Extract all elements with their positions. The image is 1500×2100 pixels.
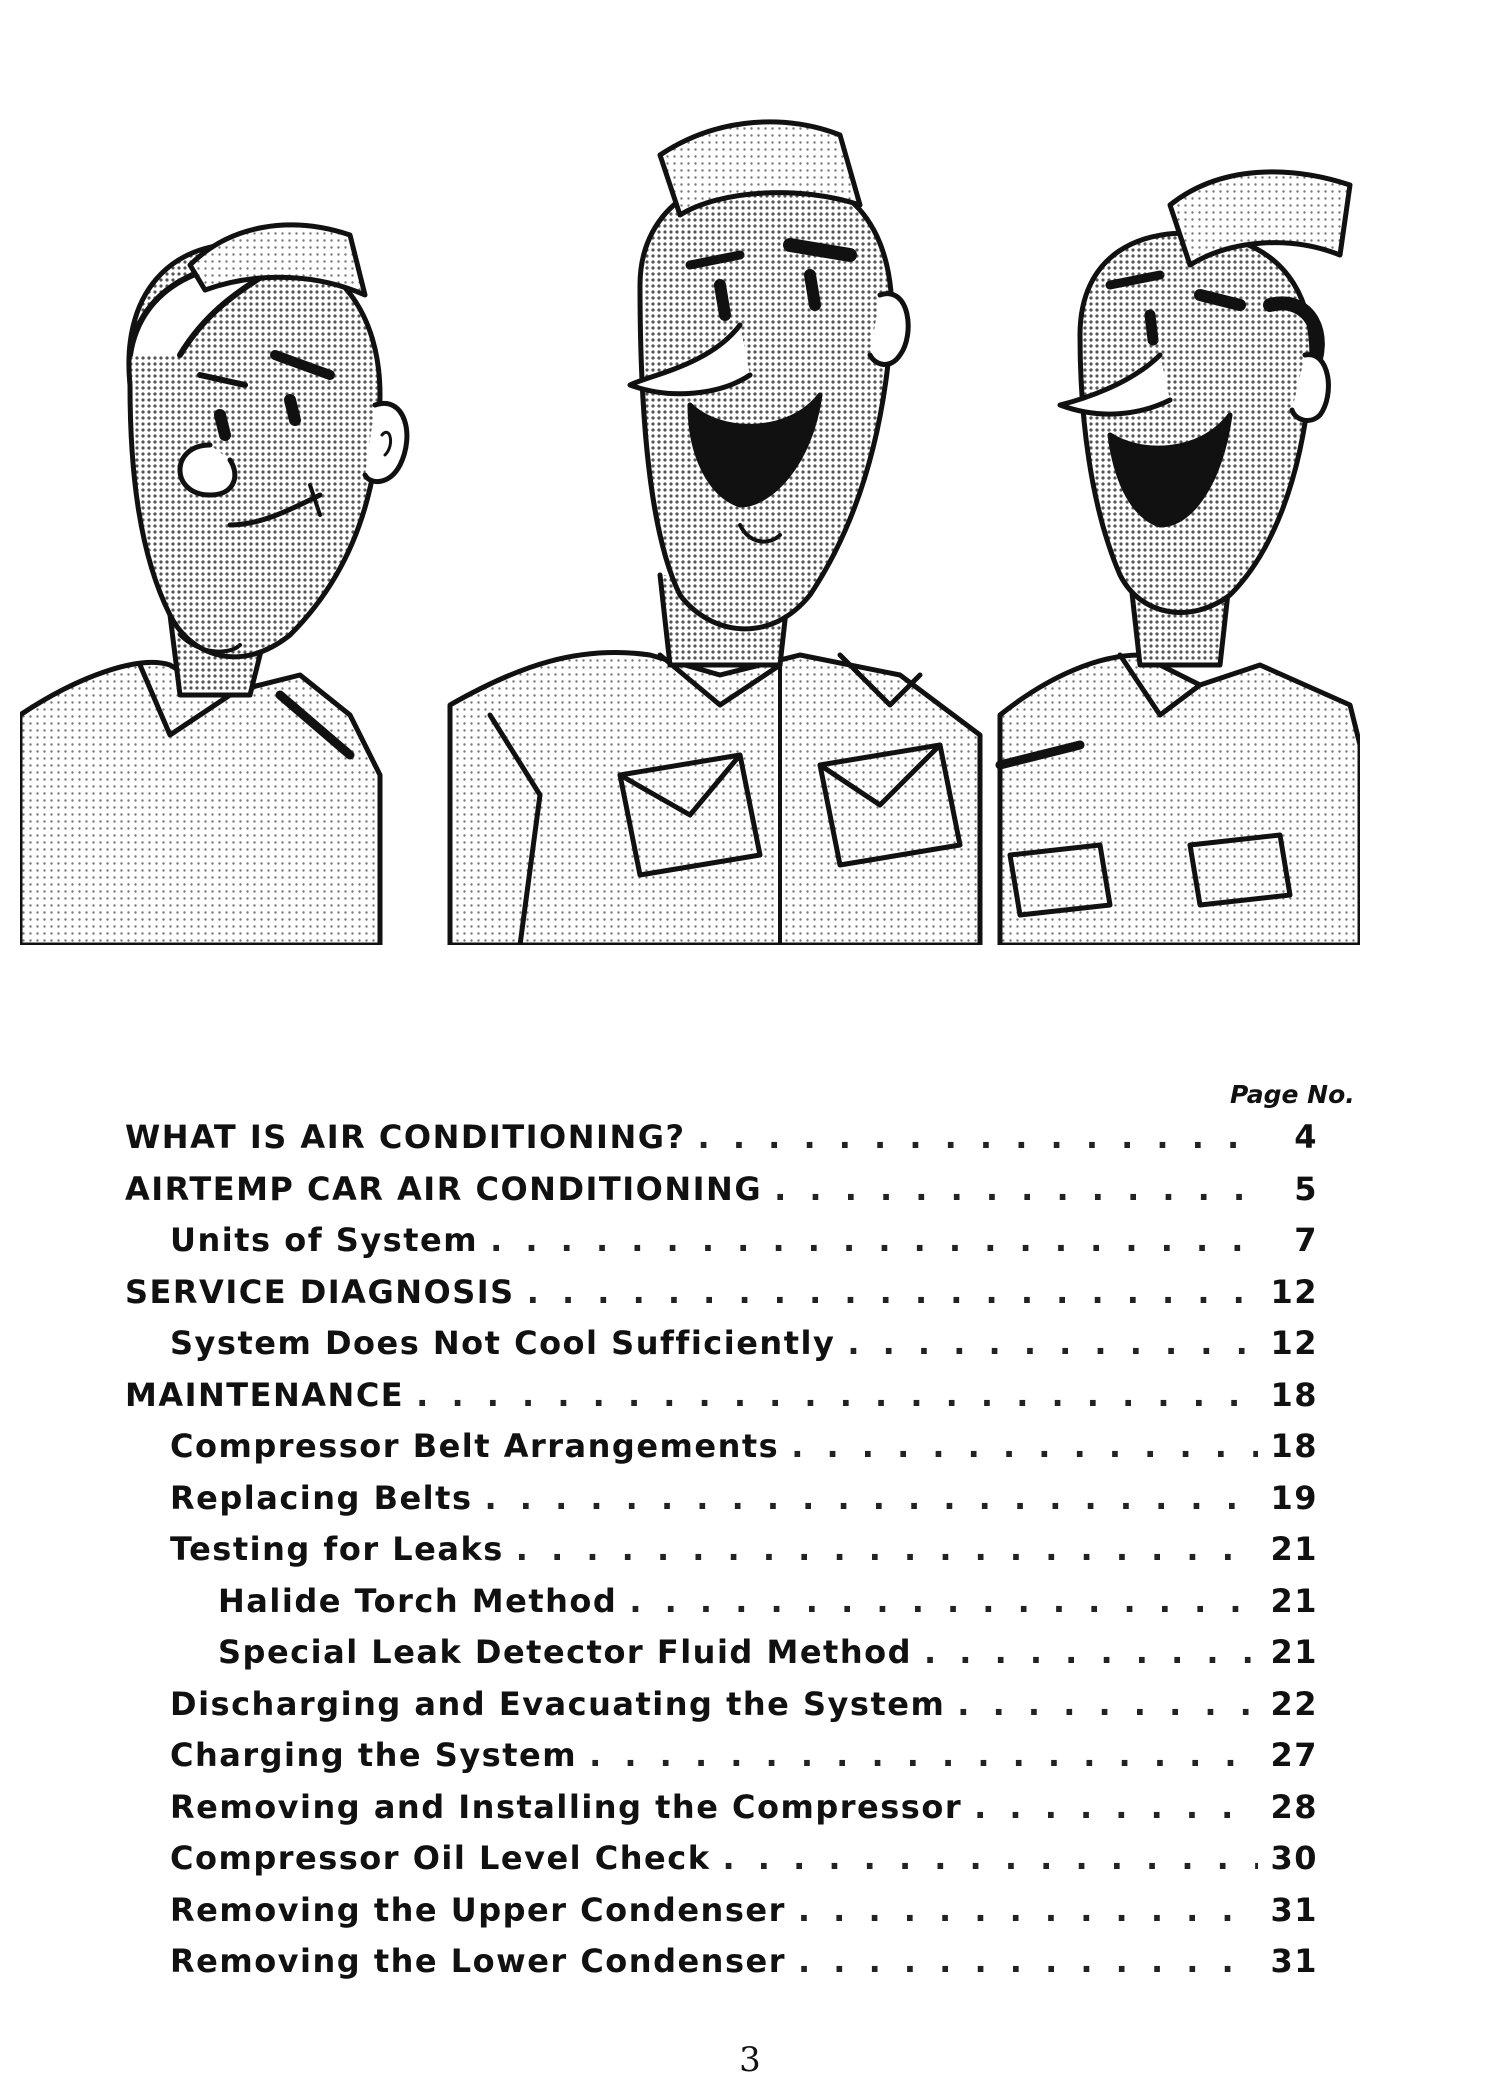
toc-dot-leader (798, 1891, 1258, 1929)
table-of-contents (0, 1070, 1500, 2000)
toc-dot-leader (957, 1685, 1258, 1723)
toc-entry-title: Compressor Belt Arrangements (170, 1427, 780, 1465)
toc-entry-page: 18 (1270, 1375, 1318, 1414)
toc-entry-page: 5 (1294, 1169, 1318, 1208)
toc-dot-leader (847, 1324, 1258, 1362)
toc-dot-leader (416, 1376, 1258, 1414)
toc-entry (170, 1736, 1318, 1776)
toc-dot-leader (774, 1170, 1258, 1208)
toc-entry-page: 31 (1270, 1942, 1318, 1980)
toc-entry-page: 27 (1270, 1736, 1318, 1774)
toc-entry-title: System Does Not Cool Sufficiently (170, 1324, 836, 1362)
toc-dot-leader (722, 1839, 1258, 1877)
toc-entry (125, 1273, 1318, 1313)
toc-entry-page: 21 (1270, 1530, 1318, 1568)
toc-entry (170, 1479, 1318, 1519)
toc-entry-title: Charging the System (170, 1736, 578, 1774)
toc-entry-page: 7 (1294, 1221, 1318, 1259)
toc-entry (170, 1685, 1318, 1725)
toc-dot-leader (484, 1479, 1258, 1517)
toc-entry-title: AIRTEMP CAR AIR CONDITIONING (125, 1169, 763, 1208)
toc-entry-title: SERVICE DIAGNOSIS (125, 1272, 515, 1311)
toc-entry-page: 31 (1270, 1890, 1318, 1929)
toc-entry-title: Replacing Belts (170, 1478, 473, 1517)
toc-entry (170, 1427, 1318, 1467)
page-number: 3 (739, 2040, 761, 2080)
toc-entry (170, 1324, 1318, 1364)
toc-dot-leader (698, 1118, 1258, 1156)
toc-entry-title: MAINTENANCE (125, 1375, 405, 1414)
three-men-illustration (20, 55, 1360, 945)
toc-entry-page: 22 (1270, 1684, 1318, 1723)
toc-entry (218, 1582, 1318, 1622)
toc-entry-page: 12 (1270, 1272, 1318, 1311)
toc-entry (170, 1221, 1318, 1261)
toc-entry (125, 1376, 1318, 1416)
toc-entry-title: Removing and Installing the Compressor (170, 1787, 963, 1826)
toc-entry-title: WHAT IS AIR CONDITIONING? (125, 1118, 686, 1156)
toc-entry-title: Discharging and Evacuating the System (170, 1684, 946, 1723)
toc-entry (125, 1118, 1318, 1158)
toc-entry-title: Units of System (170, 1221, 479, 1259)
toc-entry-title: Special Leak Detector Fluid Method (218, 1633, 912, 1671)
toc-entry-page: 30 (1270, 1839, 1318, 1877)
toc-entry-page: 21 (1270, 1633, 1318, 1671)
toc-dot-leader (791, 1427, 1258, 1465)
toc-entry-title: Compressor Oil Level Check (170, 1839, 711, 1877)
toc-entry (218, 1633, 1318, 1673)
toc-entry (170, 1530, 1318, 1570)
toc-entry-page: 18 (1270, 1427, 1318, 1465)
toc-entry (170, 1788, 1318, 1828)
toc-entry (125, 1170, 1318, 1210)
toc-entry-page: 12 (1270, 1324, 1318, 1362)
toc-entry-title: Halide Torch Method (218, 1581, 618, 1620)
left-man-icon (20, 225, 407, 945)
toc-entry-page: 21 (1270, 1581, 1318, 1620)
center-man-icon (450, 122, 980, 945)
toc-entry-page: 28 (1270, 1787, 1318, 1826)
toc-dot-leader (974, 1788, 1258, 1826)
toc-dot-leader (629, 1582, 1258, 1620)
toc-dot-leader (516, 1530, 1258, 1568)
toc-dot-leader (490, 1221, 1258, 1259)
toc-page-number-header: Page No. (1230, 1080, 1355, 1109)
toc-entry-page: 19 (1270, 1478, 1318, 1517)
toc-dot-leader (527, 1273, 1258, 1311)
toc-entry-title: Removing the Upper Condenser (170, 1890, 786, 1929)
toc-dot-leader (924, 1633, 1258, 1671)
toc-entry-title: Testing for Leaks (170, 1530, 504, 1568)
toc-dot-leader (589, 1736, 1258, 1774)
toc-entry (170, 1942, 1318, 1982)
toc-dot-leader (798, 1942, 1258, 1980)
toc-entry (170, 1891, 1318, 1931)
toc-entry-title: Removing the Lower Condenser (170, 1942, 786, 1980)
right-man-icon (1000, 172, 1360, 945)
toc-entry-page: 4 (1294, 1118, 1318, 1156)
toc-entry (170, 1839, 1318, 1879)
